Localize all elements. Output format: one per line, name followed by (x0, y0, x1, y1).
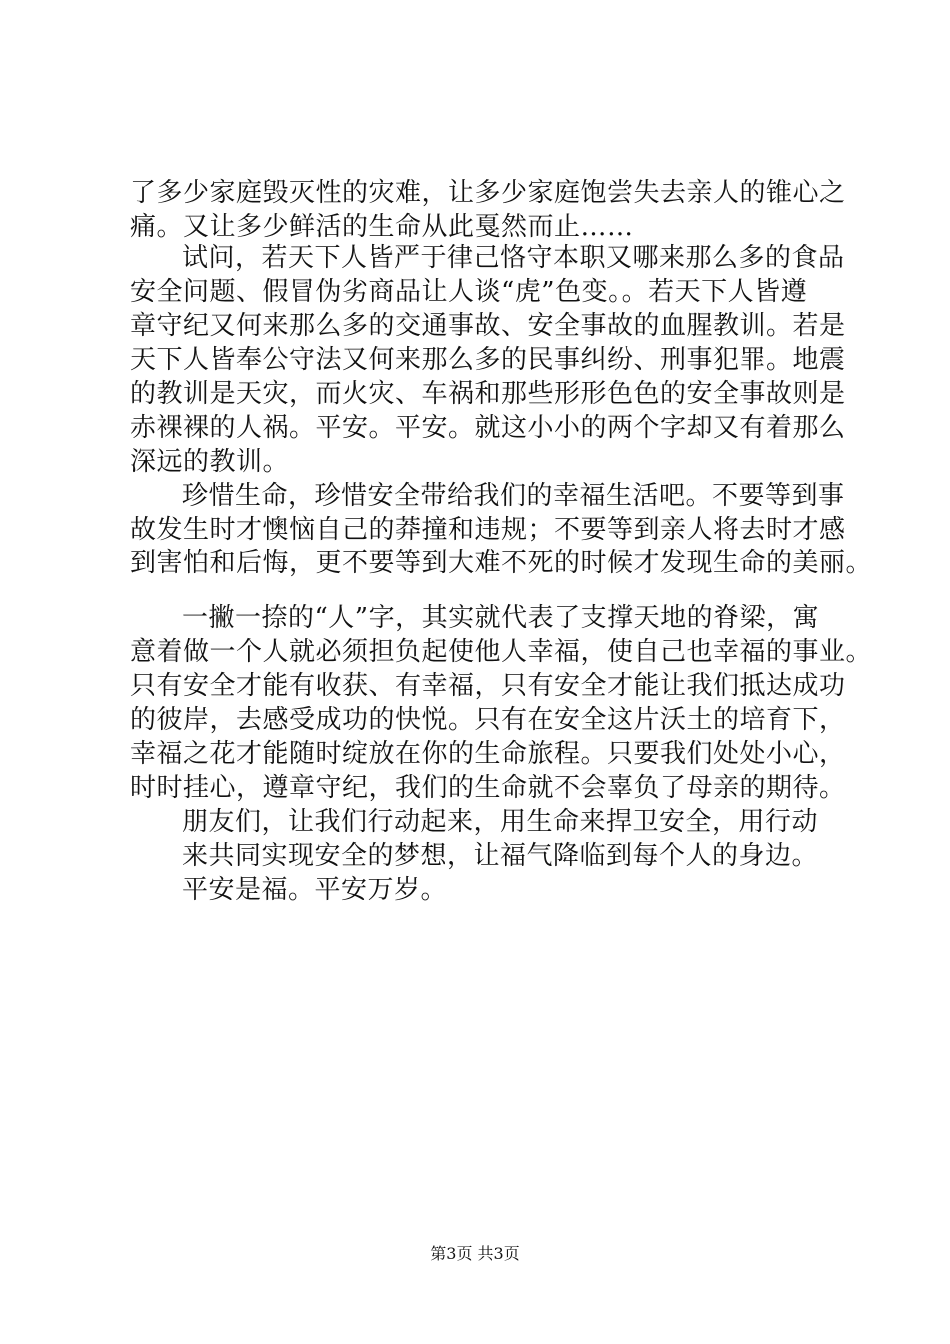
text-line: 赤裸裸的人祸。平安。平安。就这小小的两个字却又有着那么 (130, 413, 846, 443)
text-line: 意着做一个人就必须担负起使他人幸福，使自己也幸福的事业。 (130, 637, 873, 667)
text-line: 了多少家庭毁灭性的灾难，让多少家庭饱尝失去亲人的锥心之 (130, 178, 846, 208)
text-line: 天下人皆奉公守法又何来那么多的民事纠纷、刑事犯罪。地震 (130, 345, 846, 375)
text-line: 痛。又让多少鲜活的生命从此戛然而止…… (130, 212, 634, 242)
text-line: 到害怕和后悔，更不要等到大难不死的时候才发现生命的美丽。 (130, 548, 873, 578)
text-line: 试问，若天下人皆严于律己恪守本职又哪来那么多的食品 (182, 243, 845, 273)
text-line: 故发生时才懊恼自己的莽撞和违规；不要等到亲人将去时才感 (130, 515, 846, 545)
text-line: 安全问题、假冒伪劣商品让人谈“虎”色变。。若天下人皆遵 (130, 277, 808, 307)
page-number-footer: 第3页 共3页 (430, 1244, 520, 1263)
text-line: 章守纪又何来那么多的交通事故、安全事故的血腥教训。若是 (130, 311, 846, 341)
text-line: 的彼岸，去感受成功的快悦。只有在安全这片沃土的培育下， (130, 705, 846, 735)
text-line: 一撇一捺的“人”字，其实就代表了支撑天地的脊梁，寓 (182, 603, 820, 633)
text-line: 幸福之花才能随时绽放在你的生命旅程。只要我们处处小心， (130, 739, 846, 769)
text-line: 来共同实现安全的梦想，让福气降临到每个人的身边。 (182, 841, 819, 871)
text-line: 只有安全才能有收获、有幸福，只有安全才能让我们抵达成功 (130, 671, 846, 701)
text-line: 的教训是天灾，而火灾、车祸和那些形形色色的安全事故则是 (130, 379, 846, 409)
text-line: 朋友们，让我们行动起来，用生命来捍卫安全，用行动 (182, 807, 819, 837)
text-line: 平安是福。平安万岁。 (182, 875, 448, 905)
text-line: 珍惜生命，珍惜安全带给我们的幸福生活吧。不要等到事 (182, 481, 845, 511)
text-line: 深远的教训。 (130, 447, 290, 477)
text-line: 时时挂心，遵章守纪，我们的生命就不会辜负了母亲的期待。 (130, 773, 846, 803)
